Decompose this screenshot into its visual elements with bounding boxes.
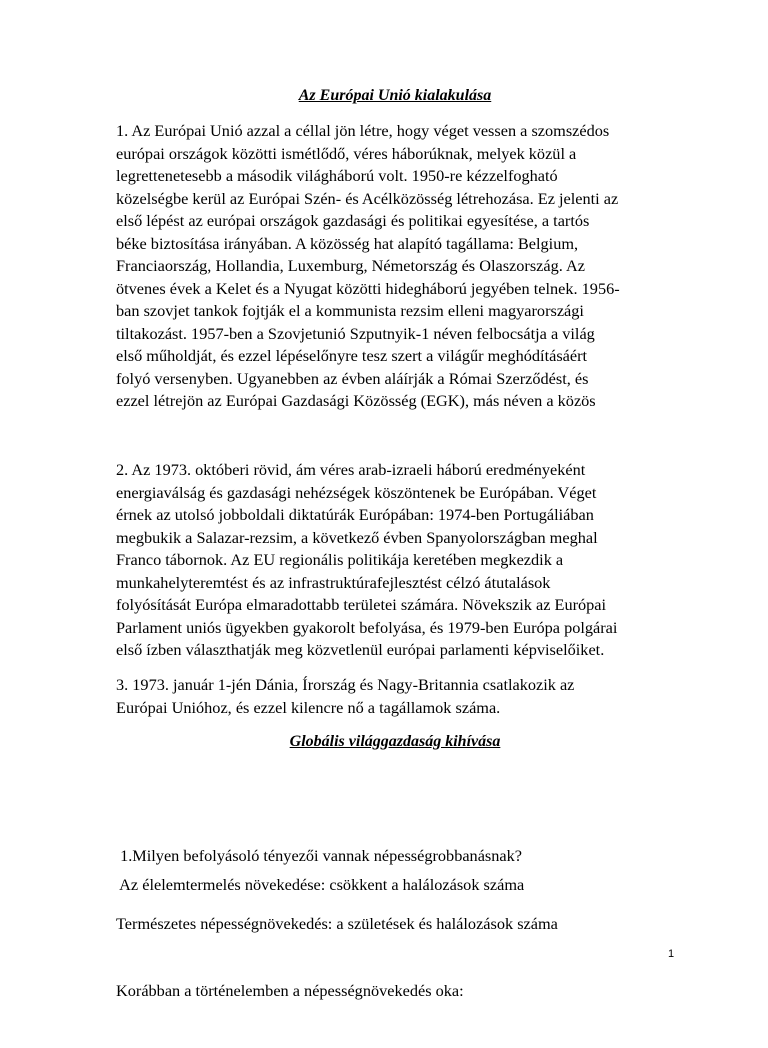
text-line: közelségbe kerül az Európai Szén- és Acélközösség létrehozása. Ez jelenti az bbox=[116, 188, 619, 208]
paragraph-2 bbox=[116, 459, 696, 662]
text-line: tiltakozást. 1957-ben a Szovjetunió Szputnyik-1 néven felbocsátja a világ bbox=[116, 323, 595, 343]
text-line: 1.Milyen befolyásoló tényezői vannak népességrobbanásnak? bbox=[116, 846, 522, 865]
text-line: érnek az utolsó jobboldali diktatúrák Európában: 1974-ben Portugáliában bbox=[116, 505, 594, 524]
text-line: Franco tábornok. Az EU regionális politikája keretében megkezdik a bbox=[116, 550, 564, 569]
text-line: első műholdját, és ezzel lépéselőnyre tesz szert a világűr meghódításáért bbox=[116, 346, 588, 365]
text-line: 3. 1973. január 1-jén Dánia, Írország és Nagy-Britannia csatlakozik az bbox=[116, 675, 575, 694]
paragraph-1 bbox=[116, 120, 696, 413]
text-line: folyósítását Európa elmaradottabb területei számára. Növekszik az Európai bbox=[116, 595, 607, 614]
text-line: Franciaország, Hollandia, Luxemburg, Németország és Olaszország. Az bbox=[116, 256, 585, 275]
text-line: legrettenetesebb a második világháború volt. 1950-re kézzelfogható bbox=[116, 166, 558, 185]
paragraph-4 bbox=[116, 800, 696, 1048]
page-number: 1 bbox=[668, 948, 675, 960]
text-line: első ízben választhatják meg közvetlenül európai parlamenti képviselőiket. bbox=[116, 640, 605, 659]
paragraph-5 bbox=[116, 874, 696, 897]
text-line: Korábban a történelemben a népességnövekedés oka: bbox=[116, 981, 464, 1000]
text-line: folyó versenyben. Ugyanebben az évben aláírják a Római Szerződést, és bbox=[116, 368, 589, 388]
text-line: ötvenes évek a Kelet és a Nyugat közötti hidegháború jegyében telnek. 1956- bbox=[116, 278, 620, 298]
heading-european-union: Az Európai Unió kialakulása bbox=[298, 87, 492, 104]
text-line: 2. Az 1973. októberi rövid, ám véres arab-izraeli háború eredményeként bbox=[116, 460, 586, 479]
text-line: ezzel létrejön az Európai Gazdasági Közösség (EGK), más néven a közös bbox=[116, 391, 596, 410]
text-line: energiaválság és gazdasági nehézségek köszöntenek be Európában. Véget bbox=[116, 482, 597, 502]
text-line: Parlament uniós ügyekben gyakorolt befolyása, és 1979-ben Európa polgárai bbox=[116, 617, 618, 637]
text-line: Európai Unióhoz, és ezzel kilencre nő a tagállamok száma. bbox=[116, 697, 501, 717]
text-line: európai országok közötti ismétlődő, véres háborúknak, melyek közül a bbox=[116, 143, 577, 163]
text-line: ban szovjet tankok fojtják el a kommunista rezsim elleni magyarországi bbox=[116, 301, 584, 320]
paragraph-3 bbox=[116, 674, 696, 719]
text-line: 1. Az Európai Unió azzal a céllal jön létre, hogy véget vessen a szomszédos bbox=[116, 121, 610, 140]
text-line: megbukik a Salazar-rezsim, a következő évben Spanyolországban meghal bbox=[116, 527, 598, 547]
heading-global-economy: Globális világgazdaság kihívása bbox=[289, 733, 501, 750]
text-line: béke biztosítása irányában. A közösség hat alapító tagállama: Belgium, bbox=[116, 233, 579, 253]
text-line: első lépést az európai országok gazdasági és politikai egyesítése, a tartós bbox=[116, 211, 590, 230]
text-line: munkahelyteremtést és az infrastruktúrafejlesztést célzó átutalások bbox=[116, 572, 551, 592]
text-line: Az élelemtermelés növekedése: csökkent a halálozások száma bbox=[116, 875, 525, 894]
text-line: Természetes népességnövekedés: a születések és halálozások száma bbox=[116, 913, 558, 933]
